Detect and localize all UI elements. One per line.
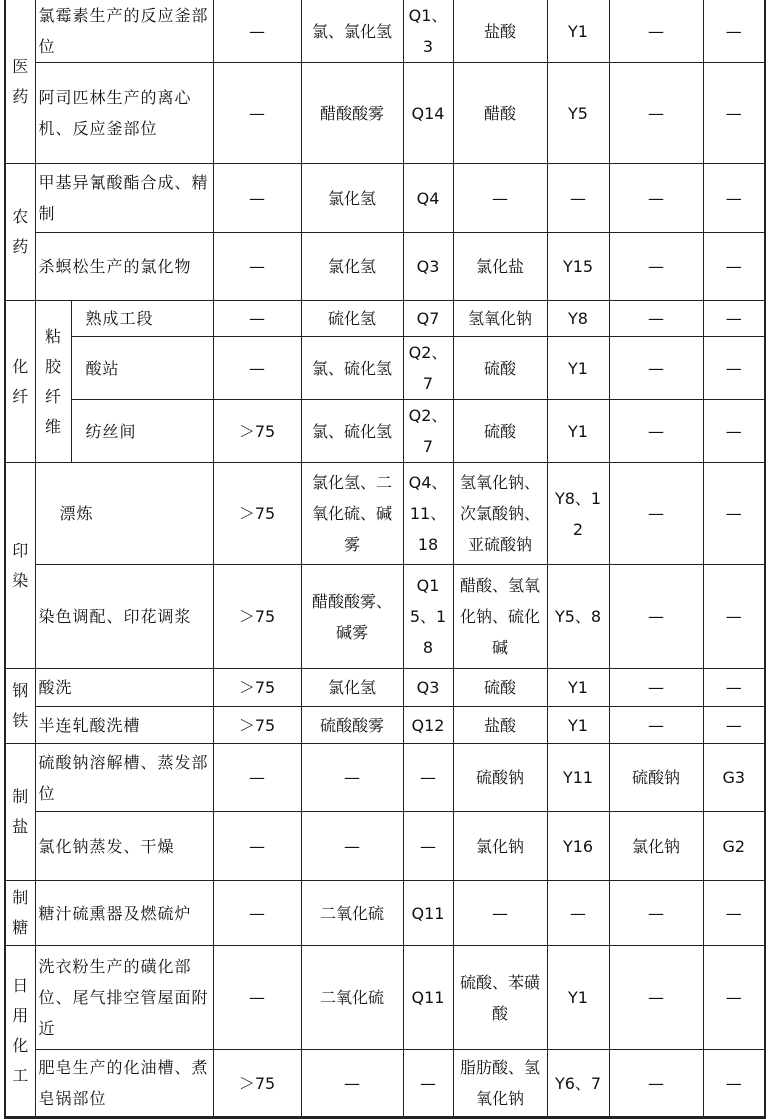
position-cell: 纺丝间 — [71, 400, 213, 463]
gas-code-cell: — — [403, 812, 453, 881]
position-cell: 阿司匹林生产的离心机、反应釜部位 — [35, 63, 213, 164]
liquid-cell: 脂肪酸、氢氧化钠 — [453, 1050, 547, 1118]
liquid-cell: 氯化钠 — [453, 812, 547, 881]
liquid-code-cell: Y5、8 — [547, 565, 609, 669]
table-row — [5, 463, 765, 565]
industry-cell: 医药 — [5, 0, 35, 164]
liquid-cell: 硫酸 — [453, 669, 547, 707]
industry-cell: 制盐 — [5, 744, 35, 881]
solid-cell: 氯化钠 — [609, 812, 703, 881]
gas-code-cell: Q4 — [403, 164, 453, 233]
solid-code-cell: G2 — [703, 812, 765, 881]
liquid-cell: — — [453, 164, 547, 233]
temp-cell: — — [213, 164, 301, 233]
gas-cell: 氯化氢 — [301, 164, 403, 233]
temp-cell: ＞75 — [213, 707, 301, 744]
position-cell: 洗衣粉生产的磺化部位、尾气排空管屋面附近 — [35, 946, 213, 1050]
liquid-code-cell: Y1 — [547, 337, 609, 400]
solid-cell: — — [609, 301, 703, 337]
liquid-code-cell: Y5 — [547, 63, 609, 164]
gas-cell: 氯化氢 — [301, 669, 403, 707]
liquid-code-cell: — — [547, 164, 609, 233]
position-cell: 氯化钠蒸发、干燥 — [35, 812, 213, 881]
liquid-cell: 氢氧化钠 — [453, 301, 547, 337]
liquid-code-cell: Y16 — [547, 812, 609, 881]
gas-code-cell: Q2、7 — [403, 337, 453, 400]
position-cell: 酸站 — [71, 337, 213, 400]
solid-cell: — — [609, 881, 703, 946]
liquid-cell: — — [453, 881, 547, 946]
solid-cell: — — [609, 164, 703, 233]
gas-code-cell: — — [403, 744, 453, 812]
solid-code-cell: — — [703, 63, 765, 164]
position-cell: 糖汁硫熏器及燃硫炉 — [35, 881, 213, 946]
position-cell: 硫酸钠溶解槽、蒸发部位 — [35, 744, 213, 812]
liquid-code-cell: Y6、7 — [547, 1050, 609, 1118]
temp-cell: — — [213, 881, 301, 946]
solid-cell: — — [609, 463, 703, 565]
liquid-code-cell: Y1 — [547, 707, 609, 744]
solid-cell: — — [609, 337, 703, 400]
position-cell: 染色调配、印花调浆 — [35, 565, 213, 669]
liquid-code-cell: Y8、12 — [547, 463, 609, 565]
gas-cell: — — [301, 744, 403, 812]
liquid-code-cell: Y1 — [547, 0, 609, 63]
gas-code-cell: — — [403, 1050, 453, 1118]
solid-code-cell: — — [703, 164, 765, 233]
temp-cell: — — [213, 337, 301, 400]
temp-cell: ＞75 — [213, 463, 301, 565]
position-cell: 杀螟松生产的氯化物 — [35, 233, 213, 301]
gas-cell: 氯化氢、二氧化硫、碱雾 — [301, 463, 403, 565]
temp-cell: — — [213, 63, 301, 164]
liquid-cell: 硫酸 — [453, 337, 547, 400]
solid-code-cell: — — [703, 233, 765, 301]
liquid-code-cell: Y1 — [547, 400, 609, 463]
gas-code-cell: Q14 — [403, 63, 453, 164]
temp-cell: ＞75 — [213, 1050, 301, 1118]
temp-cell: — — [213, 233, 301, 301]
gas-cell: 氯化氢 — [301, 233, 403, 301]
industry-cell: 钢铁 — [5, 669, 35, 744]
liquid-cell: 硫酸、苯磺酸 — [453, 946, 547, 1050]
table-row — [5, 400, 765, 463]
liquid-code-cell: Y8 — [547, 301, 609, 337]
gas-code-cell: Q3 — [403, 669, 453, 707]
position-cell: 漂炼 — [35, 463, 213, 565]
solid-code-cell: — — [703, 565, 765, 669]
solid-cell: — — [609, 400, 703, 463]
gas-cell: 氯、氯化氢 — [301, 0, 403, 63]
industry-cell: 印染 — [5, 463, 35, 669]
gas-cell: 醋酸酸雾、碱雾 — [301, 565, 403, 669]
table-row — [5, 946, 765, 1050]
gas-code-cell: Q15、18 — [403, 565, 453, 669]
gas-cell: 硫酸酸雾 — [301, 707, 403, 744]
temp-cell: ＞75 — [213, 565, 301, 669]
solid-code-cell: — — [703, 707, 765, 744]
table-row — [5, 301, 765, 337]
temp-cell: — — [213, 0, 301, 63]
liquid-code-cell: Y1 — [547, 946, 609, 1050]
table-row — [5, 63, 765, 164]
table-row — [5, 337, 765, 400]
liquid-cell: 醋酸、氢氧化钠、硫化碱 — [453, 565, 547, 669]
solid-cell: — — [609, 233, 703, 301]
table-row — [5, 744, 765, 812]
solid-cell: — — [609, 1050, 703, 1118]
gas-cell: 氯、硫化氢 — [301, 400, 403, 463]
gas-cell: 硫化氢 — [301, 301, 403, 337]
gas-cell: 氯、硫化氢 — [301, 337, 403, 400]
industry-cell: 农药 — [5, 164, 35, 301]
gas-code-cell: Q11 — [403, 881, 453, 946]
solid-cell: 硫酸钠 — [609, 744, 703, 812]
table-row — [5, 881, 765, 946]
liquid-code-cell: — — [547, 881, 609, 946]
liquid-code-cell: Y1 — [547, 669, 609, 707]
gas-code-cell: Q1、3 — [403, 0, 453, 63]
table-row — [5, 233, 765, 301]
solid-code-cell: — — [703, 669, 765, 707]
temp-cell: — — [213, 744, 301, 812]
temp-cell: — — [213, 301, 301, 337]
position-cell: 熟成工段 — [71, 301, 213, 337]
industry-cell: 日用化工 — [5, 946, 35, 1118]
table-row — [5, 812, 765, 881]
solid-code-cell: — — [703, 1050, 765, 1118]
solid-code-cell: G3 — [703, 744, 765, 812]
liquid-code-cell: Y11 — [547, 744, 609, 812]
liquid-cell: 氢氧化钠、次氯酸钠、亚硫酸钠 — [453, 463, 547, 565]
table-row — [5, 669, 765, 707]
table-row — [5, 1050, 765, 1118]
position-cell: 甲基异氰酸酯合成、精制 — [35, 164, 213, 233]
gas-cell: 二氧化硫 — [301, 881, 403, 946]
solid-cell: — — [609, 707, 703, 744]
gas-cell: 醋酸酸雾 — [301, 63, 403, 164]
gas-code-cell: Q12 — [403, 707, 453, 744]
solid-code-cell: — — [703, 463, 765, 565]
solid-cell: — — [609, 946, 703, 1050]
position-cell: 肥皂生产的化油槽、煮皂锅部位 — [35, 1050, 213, 1118]
solid-cell: — — [609, 669, 703, 707]
gas-code-cell: Q11 — [403, 946, 453, 1050]
liquid-cell: 醋酸 — [453, 63, 547, 164]
gas-code-cell: Q3 — [403, 233, 453, 301]
sub-industry-cell: 粘胶纤维 — [35, 301, 71, 463]
industry-cell: 制糖 — [5, 881, 35, 946]
table-container — [4, 0, 764, 1119]
gas-code-cell: Q2、7 — [403, 400, 453, 463]
table-row — [5, 707, 765, 744]
gas-cell: 二氧化硫 — [301, 946, 403, 1050]
solid-code-cell: — — [703, 881, 765, 946]
temp-cell: — — [213, 946, 301, 1050]
liquid-cell: 盐酸 — [453, 0, 547, 63]
solid-code-cell: — — [703, 301, 765, 337]
position-cell: 半连轧酸洗槽 — [35, 707, 213, 744]
position-cell: 酸洗 — [35, 669, 213, 707]
solid-code-cell: — — [703, 337, 765, 400]
liquid-cell: 盐酸 — [453, 707, 547, 744]
gas-code-cell: Q7 — [403, 301, 453, 337]
corrosion-table — [4, 0, 766, 1119]
industry-cell: 化纤 — [5, 301, 35, 463]
solid-code-cell: — — [703, 946, 765, 1050]
solid-cell: — — [609, 565, 703, 669]
table-row — [5, 0, 765, 63]
table-row — [5, 565, 765, 669]
liquid-cell: 硫酸 — [453, 400, 547, 463]
liquid-cell: 硫酸钠 — [453, 744, 547, 812]
gas-cell: — — [301, 812, 403, 881]
position-cell: 氯霉素生产的反应釜部位 — [35, 0, 213, 63]
gas-cell: — — [301, 1050, 403, 1118]
liquid-cell: 氯化盐 — [453, 233, 547, 301]
solid-code-cell: — — [703, 0, 765, 63]
solid-cell: — — [609, 63, 703, 164]
temp-cell: ＞75 — [213, 400, 301, 463]
solid-code-cell: — — [703, 400, 765, 463]
gas-code-cell: Q4、11、18 — [403, 463, 453, 565]
temp-cell: ＞75 — [213, 669, 301, 707]
temp-cell: — — [213, 812, 301, 881]
solid-cell: — — [609, 0, 703, 63]
table-row — [5, 164, 765, 233]
liquid-code-cell: Y15 — [547, 233, 609, 301]
